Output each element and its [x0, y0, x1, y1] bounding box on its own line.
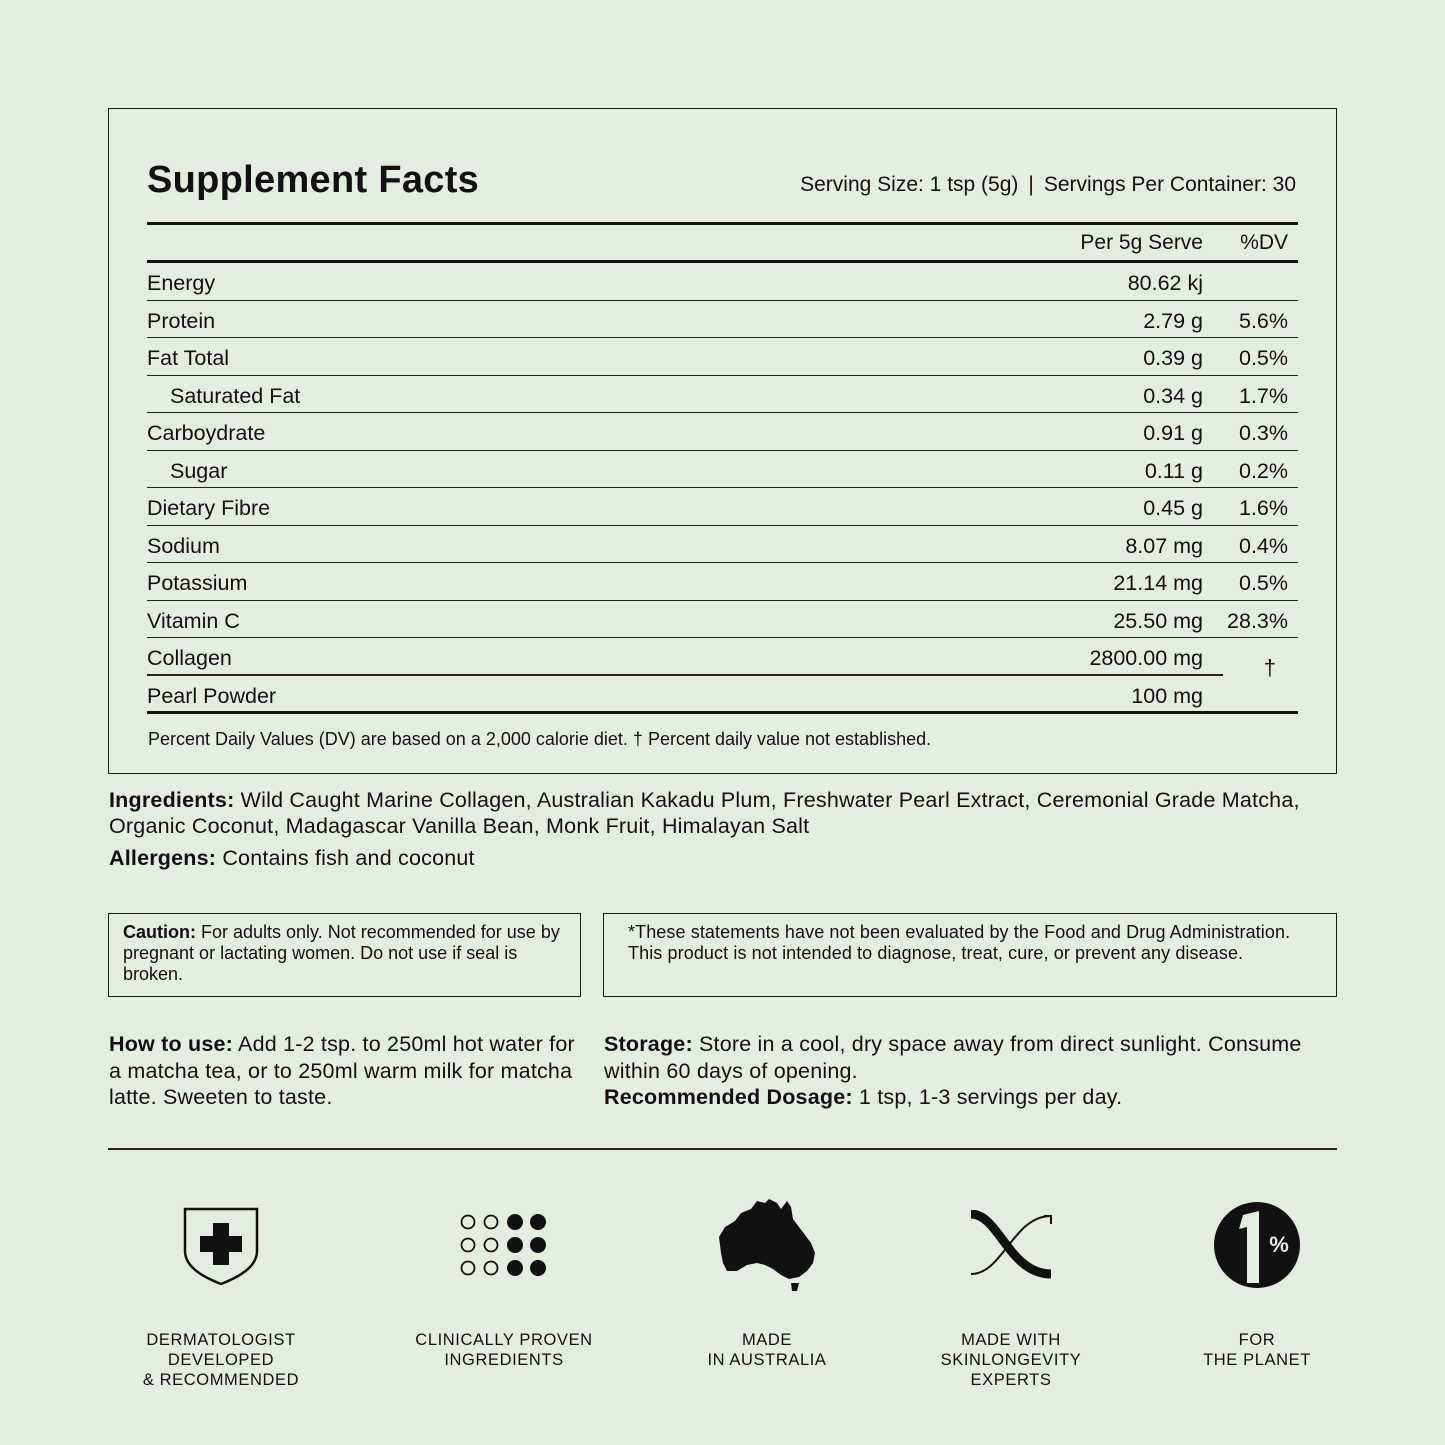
- dosage-line: [604, 1084, 1339, 1111]
- nutrient-name: Sugar: [170, 458, 228, 483]
- table-row: [147, 526, 1298, 564]
- nutrient-dv: 28.3%: [1227, 608, 1288, 633]
- table-row: [147, 376, 1298, 414]
- servings-per-container: Servings Per Container: 30: [1043, 173, 1296, 196]
- dagger-symbol: †: [1263, 655, 1276, 680]
- nutrient-amount: 80.62 kj: [1127, 271, 1203, 295]
- table-bottom-rule: [147, 711, 1298, 714]
- badge-label: DERMATOLOGIST DEVELOPED & RECOMMENDED: [142, 1331, 300, 1389]
- badge-made-in-australia: [647, 1195, 887, 1370]
- storage-info: [604, 1031, 1339, 1111]
- badge-label: CLINICALLY PROVEN INGREDIENTS: [415, 1331, 593, 1369]
- nutrient-dv: 1.6%: [1238, 496, 1288, 520]
- column-header-amount: Per 5g Serve: [1080, 231, 1203, 254]
- table-row: [147, 413, 1298, 451]
- table-row: [147, 638, 1298, 676]
- ingredients-list: Wild Caught Marine Collagen, Australian Kakadu Plum, Freshwater Pearl Extract, Ceremonial Grade Matcha, Organic Coconut, Madagascar Vanilla Bean, Monk Fruit, Himalayan Salt: [109, 788, 1300, 838]
- serving-size: Serving Size: 1 tsp (5g): [800, 173, 1019, 196]
- storage-text: Store in a cool, dry space away from direct sunlight. Consume within 60 days of opening.: [604, 1032, 1302, 1083]
- nutrient-name: Dietary Fibre: [147, 496, 271, 520]
- nutrient-dv: 1.7%: [1238, 383, 1288, 408]
- nutrient-name: Fat Total: [147, 346, 230, 370]
- storage-line: [604, 1031, 1339, 1084]
- nutrient-name: Protein: [147, 308, 216, 333]
- nutrient-dv: 0.5%: [1238, 571, 1288, 595]
- ingredients-label: Ingredients:: [109, 788, 235, 812]
- table-row: [147, 338, 1298, 376]
- table-row: [147, 488, 1298, 526]
- how-to-use-text: Add 1-2 tsp. to 250ml hot water for a matcha tea, or to 250ml warm milk for matcha latte. Sweeten to taste.: [109, 1032, 575, 1109]
- section-divider: [108, 1148, 1337, 1150]
- nutrient-amount: 0.39 g: [1143, 346, 1203, 370]
- serving-info: [800, 173, 1296, 197]
- badge-one-percent-planet: [1137, 1195, 1377, 1370]
- nutrient-dv: 0.4%: [1238, 533, 1288, 558]
- facts-title: Supplement Facts: [147, 159, 480, 201]
- badge-clinically-proven: [384, 1195, 624, 1370]
- nutrient-name: Carboydrate: [147, 421, 266, 445]
- nutrient-name: Potassium: [147, 571, 248, 595]
- nutrient-name: Saturated Fat: [170, 383, 301, 408]
- badge-label: MADE IN AUSTRALIA: [707, 1331, 827, 1369]
- badge-label: FOR THE PLANET: [1203, 1331, 1311, 1369]
- shield-cross-icon: [101, 1195, 341, 1295]
- badge-label: MADE WITH SKINLONGEVITY EXPERTS: [940, 1331, 1082, 1389]
- nutrient-amount: 0.34 g: [1143, 383, 1203, 408]
- nutrient-amount: 8.07 mg: [1125, 533, 1203, 558]
- ingredients-text: [109, 787, 1339, 839]
- nutrient-name: Sodium: [147, 533, 220, 558]
- caution-label: Caution:: [123, 922, 196, 942]
- caution-box: [108, 913, 581, 997]
- supplement-facts-panel: [108, 108, 1337, 774]
- allergens-label: Allergens:: [109, 846, 217, 870]
- nutrient-dv: 5.6%: [1238, 308, 1288, 333]
- allergens-value: Contains fish and coconut: [222, 846, 475, 870]
- crossing-strands-icon: [891, 1195, 1131, 1295]
- table-row: [147, 676, 1298, 714]
- allergens-text: [109, 846, 475, 871]
- caution-text: For adults only. Not recommended for use by pregnant or lactating women. Do not use if seal is broken.: [123, 922, 560, 984]
- table-row: [147, 601, 1298, 639]
- nutrient-amount: 0.91 g: [1143, 421, 1203, 445]
- table-row: [147, 563, 1298, 601]
- dosage-text: 1 tsp, 1-3 servings per day.: [858, 1085, 1123, 1109]
- nutrient-amount: 25.50 mg: [1113, 608, 1203, 633]
- badge-skinlongevity-experts: [891, 1195, 1131, 1390]
- dosage-label: Recommended Dosage:: [604, 1085, 853, 1109]
- fda-disclaimer-text: *These statements have not been evaluated by the Food and Drug Administration. This product is not intended to diagnose, treat, cure, or prevent any disease.: [628, 922, 1291, 963]
- nutrient-amount: 2.79 g: [1143, 308, 1203, 333]
- nutrient-name: Pearl Powder: [147, 683, 277, 708]
- one-percent-icon: [1137, 1195, 1377, 1295]
- how-to-use: [109, 1031, 579, 1111]
- table-header-row: [147, 225, 1298, 260]
- fda-disclaimer-box: [603, 913, 1337, 997]
- how-to-use-label: How to use:: [109, 1032, 234, 1056]
- dv-footnote: Percent Daily Values (DV) are based on a 2,000 calorie diet. † Percent daily value not established.: [148, 729, 932, 749]
- nutrition-table: [147, 222, 1298, 713]
- nutrient-amount: 0.11 g: [1144, 458, 1203, 483]
- storage-label: Storage:: [604, 1032, 693, 1056]
- nutrient-amount: 100 mg: [1131, 683, 1203, 708]
- nutrient-dv: 0.3%: [1238, 421, 1288, 445]
- badge-dermatologist: [101, 1195, 341, 1390]
- nutrient-dv: 0.5%: [1238, 346, 1288, 370]
- nutrient-dv: 0.2%: [1238, 458, 1288, 483]
- table-row: [147, 263, 1298, 301]
- nutrient-name: Collagen: [147, 646, 232, 670]
- australia-map-icon: [647, 1195, 887, 1295]
- column-header-dv: %DV: [1240, 231, 1288, 254]
- nutrient-amount: 2800.00 mg: [1089, 646, 1203, 670]
- dot-grid-icon: [384, 1195, 624, 1295]
- nutrient-amount: 0.45 g: [1143, 496, 1203, 520]
- table-row: [147, 451, 1298, 489]
- serving-separator: |: [1028, 173, 1034, 196]
- nutrient-amount: 21.14 mg: [1113, 571, 1203, 595]
- nutrient-name: Vitamin C: [147, 608, 240, 633]
- nutrient-name: Energy: [147, 271, 216, 295]
- table-row: [147, 301, 1298, 339]
- svg-text:%: %: [1269, 1232, 1289, 1257]
